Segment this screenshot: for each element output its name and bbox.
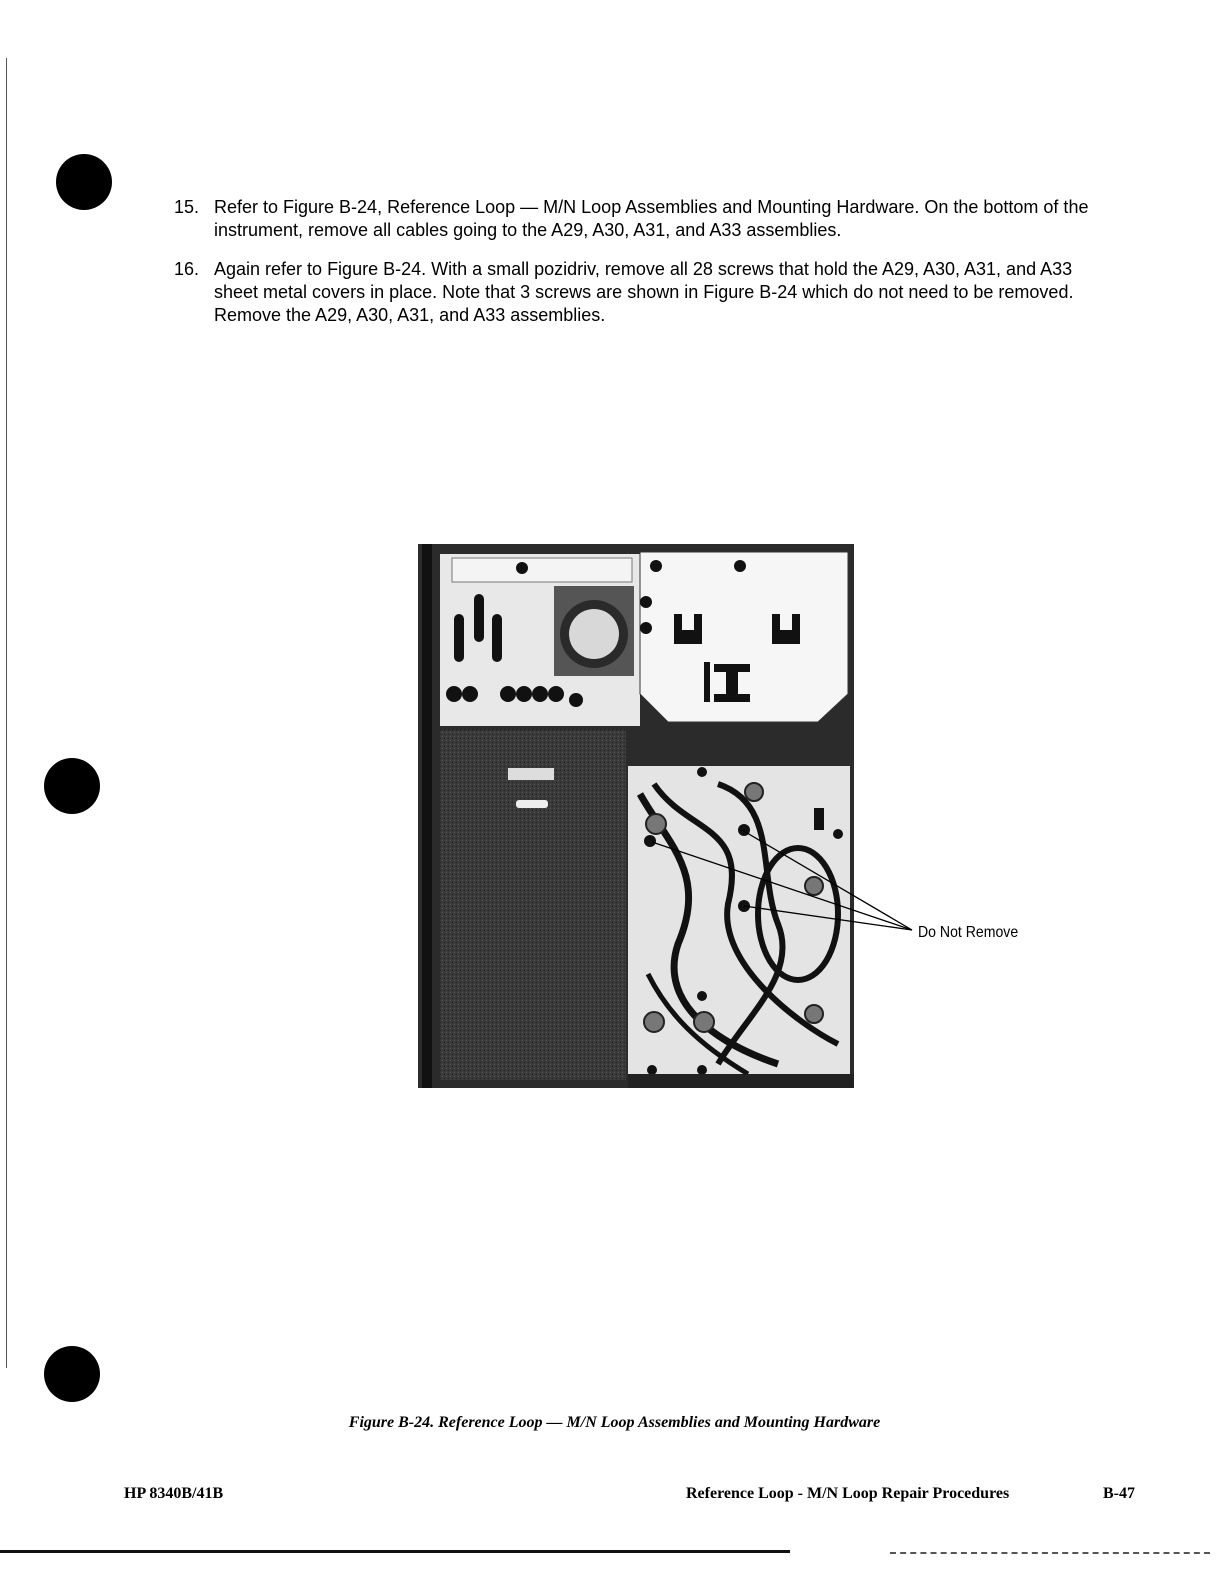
callout-label: Do Not Remove [918,924,1019,941]
step-item [174,196,1104,242]
binder-hole-top [56,154,112,210]
step-text: Again refer to Figure B-24. With a small pozidriv, remove all 28 screws that hold the A29, A30, A31, and A33 sheet metal covers in place. Note that 3 screws are shown in Figure B-24 which do not need to be removed. Remove the A29, A30, A31, and A33 assemblies. [214,259,1074,325]
step-text: Refer to Figure B-24, Reference Loop — M/N Loop Assemblies and Mounting Hardware. On the bottom of the instrument, remove all cables going to the A29, A30, A31, and A33 assemblies. [214,197,1089,240]
footer-section-title: Reference Loop - M/N Loop Repair Procedures [686,1485,1010,1502]
assembly-photo [418,544,854,1088]
procedure-steps [174,196,1104,343]
page-number: B-47 [1103,1485,1135,1502]
step-number: 15. [174,197,200,217]
page-margin-rule [6,58,7,1368]
binder-hole-middle [44,758,100,814]
bottom-rule-faint [890,1552,1210,1555]
figure-caption: Figure B-24. Reference Loop — M/N Loop Assemblies and Mounting Hardware [348,1414,881,1431]
step-number: 16. [174,259,200,279]
footer-model: HP 8340B/41B [124,1485,224,1502]
bottom-rule [0,1550,790,1553]
step-item [174,258,1104,327]
binder-hole-bottom [44,1346,100,1402]
